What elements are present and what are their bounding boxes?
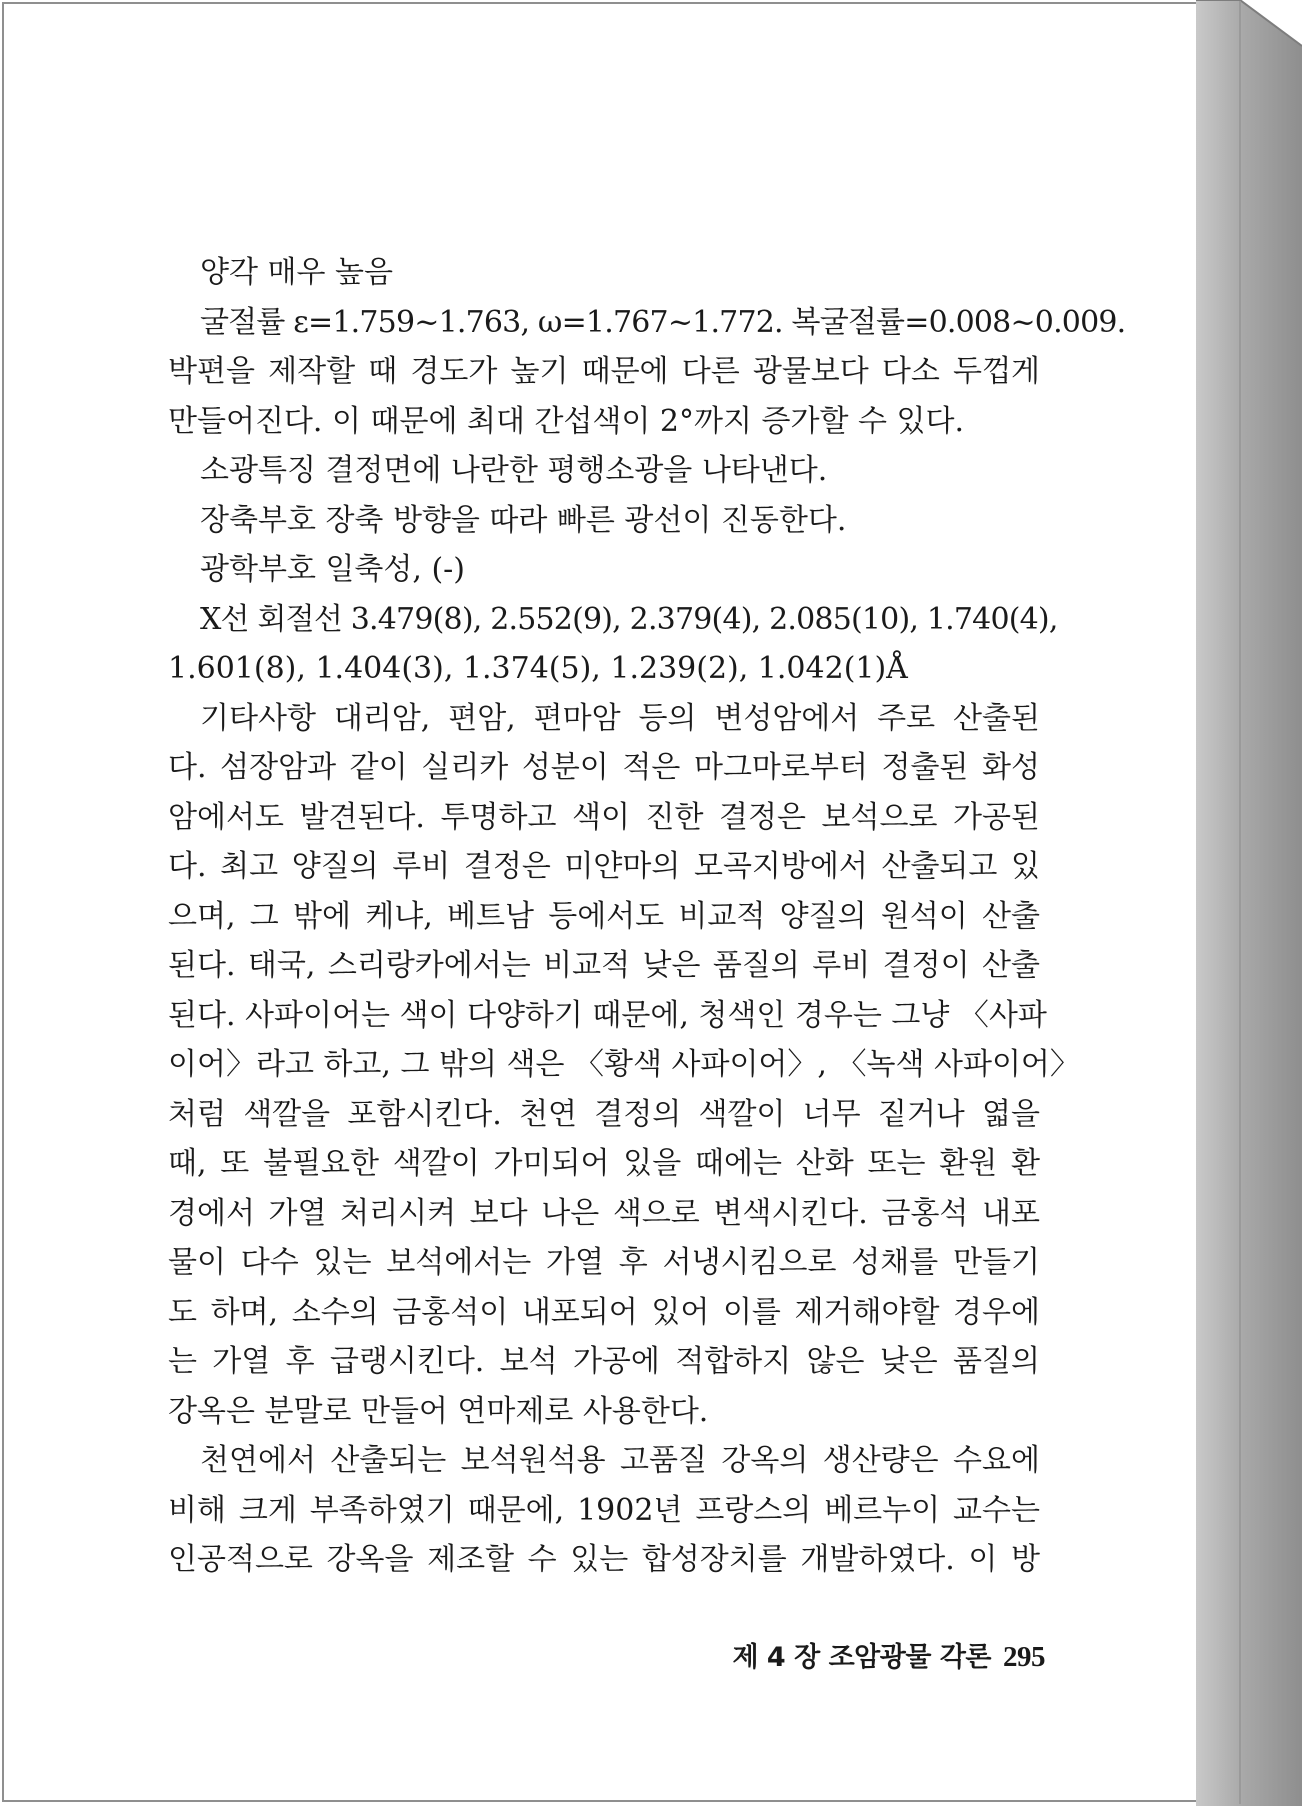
text-line: 이어〉라고 하고, 그 밖의 색은 〈황색 사파이어〉, 〈녹색 사파이어〉 bbox=[168, 1047, 1080, 1082]
chapter-title: 제 4 장 조암광물 각론 bbox=[732, 1642, 991, 1673]
text-line: 강옥은 분말로 만들어 연마제로 사용한다. bbox=[168, 1393, 709, 1429]
text-line: 된다. 태국, 스리랑카에서는 비교적 낮은 품질의 루비 결정이 산출 bbox=[168, 948, 1040, 983]
running-footer bbox=[700, 1635, 1045, 1674]
text-line: 소광특징 결정면에 나란한 평행소광을 나타낸다. bbox=[200, 453, 828, 488]
text-line: 다. 섬장암과 같이 실리카 성분이 적은 마그마로부터 정출된 화성 bbox=[168, 750, 1040, 785]
text-line: 으며, 그 밖에 케냐, 베트남 등에서도 비교적 양질의 원석이 산출 bbox=[168, 898, 1040, 934]
page-edge-shadow bbox=[1196, 0, 1302, 1806]
text-line: 양각 매우 높음 bbox=[200, 255, 393, 290]
text-line: 박편을 제작할 때 경도가 높기 때문에 다른 광물보다 다소 두껍게 bbox=[168, 354, 1040, 389]
text-line: 경에서 가열 처리시켜 보다 나은 색으로 변색시킨다. 금홍석 내포 bbox=[168, 1195, 1040, 1231]
text-line: 기타사항 대리암, 편암, 편마암 등의 변성암에서 주로 산출된 bbox=[200, 700, 1040, 736]
text-line: 만들어진다. 이 때문에 최대 간섭색이 2°까지 증가할 수 있다. bbox=[168, 403, 964, 439]
text-line: 때, 또 불필요한 색깔이 가미되어 있을 때에는 산화 또는 환원 환 bbox=[168, 1146, 1040, 1181]
text-line: X선 회절선 3.479(8), 2.552(9), 2.379(4), 2.085(10), 1.740(4), bbox=[200, 601, 1058, 637]
text-line: 암에서도 발견된다. 투명하고 색이 진한 결정은 보석으로 가공된 bbox=[168, 799, 1040, 835]
text-line: 다. 최고 양질의 루비 결정은 미얀마의 모곡지방에서 산출되고 있 bbox=[168, 849, 1040, 884]
text-line: 1.601(8), 1.404(3), 1.374(5), 1.239(2), 1.042(1)Å bbox=[168, 651, 908, 686]
text-line: 도 하며, 소수의 금홍석이 내포되어 있어 이를 제거해야할 경우에 bbox=[168, 1294, 1040, 1330]
text-line: 된다. 사파이어는 색이 다양하기 때문에, 청색인 경우는 그냥 〈사파 bbox=[168, 997, 1047, 1033]
page-number: 295 bbox=[1003, 1641, 1045, 1673]
body-text bbox=[168, 248, 1126, 1585]
text-line: 처럼 색깔을 포함시킨다. 천연 결정의 색깔이 너무 짙거나 엷을 bbox=[168, 1096, 1040, 1132]
text-line: 비해 크게 부족하였기 때문에, 1902년 프랑스의 베르누이 교수는 bbox=[168, 1492, 1040, 1528]
text-line: 는 가열 후 급랭시킨다. 보석 가공에 적합하지 않은 낮은 품질의 bbox=[168, 1344, 1040, 1379]
text-line: 천연에서 산출되는 보석원석용 고품질 강옥의 생산량은 수요에 bbox=[200, 1443, 1040, 1478]
text-line: 굴절률 ε=1.759~1.763, ω=1.767~1.772. 복굴절률=0.008~0.009. bbox=[200, 304, 1126, 340]
text-line: 장축부호 장축 방향을 따라 빠른 광선이 진동한다. bbox=[200, 502, 847, 538]
edge-polygon bbox=[1196, 0, 1302, 1806]
text-line: 물이 다수 있는 보석에서는 가열 후 서냉시킴으로 성채를 만들기 bbox=[168, 1245, 1040, 1280]
text-line: 광학부호 일축성, (-) bbox=[200, 552, 466, 587]
text-line: 인공적으로 강옥을 제조할 수 있는 합성장치를 개발하였다. 이 방 bbox=[168, 1542, 1040, 1577]
page-edge-graphic bbox=[1196, 0, 1302, 1806]
